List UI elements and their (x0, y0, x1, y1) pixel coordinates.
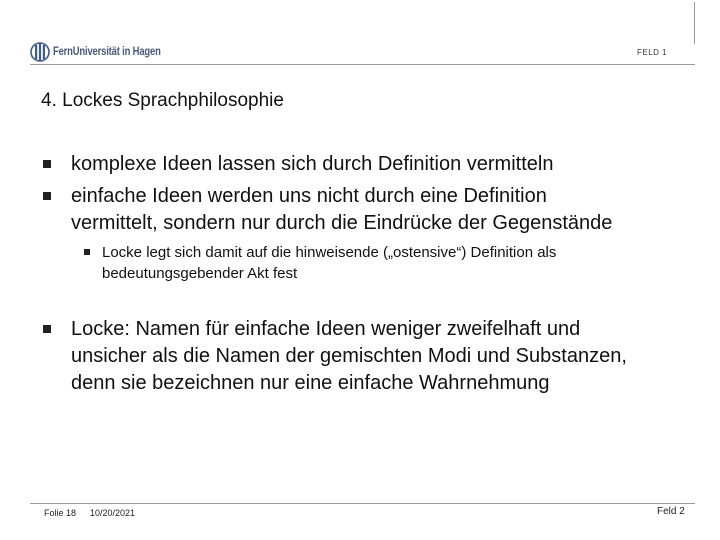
logo-emblem-icon (30, 40, 50, 64)
sub-bullet-line-1: Locke legt sich damit auf die hinweisende („ostensive“) Definition als (102, 244, 557, 261)
slide-date: 10/20/2021 (90, 508, 136, 518)
bullet-1-line-1: komplexe Ideen lassen sich durch Definition vermitteln (71, 153, 554, 175)
slide-number: Folie 18 (44, 508, 77, 518)
bullet-square-icon (84, 249, 90, 255)
header-rule (30, 64, 695, 65)
bullet-square-icon (43, 192, 51, 200)
top-vertical-rule (694, 2, 695, 44)
sub-bullet-line-2: bedeutungsgebender Akt fest (102, 265, 298, 282)
bullet-3-line-1: Locke: Namen für einfache Ideen weniger zweifelhaft und (71, 318, 581, 340)
footer-field-label: Feld 2 (657, 506, 685, 517)
bullet-2-line-1: einfache Ideen werden uns nicht durch eine Definition (71, 185, 547, 207)
bullet-3-line-2: unsicher als die Namen der gemischten Modi und Substanzen, (71, 345, 627, 367)
bullet-3-line-3: denn sie bezeichnen nur eine einfache Wahrnehmung (71, 372, 550, 394)
logo-text: FernUniversität in Hagen (53, 46, 161, 58)
university-logo (30, 40, 184, 64)
bullet-square-icon (43, 325, 51, 333)
footer-rule (30, 503, 695, 504)
slide-title: 4. Lockes Sprachphilosophie (41, 90, 284, 111)
section-label: FELD 1 (637, 48, 668, 57)
bullet-square-icon (43, 160, 51, 168)
bullet-2-line-2: vermittelt, sondern nur durch die Eindrücke der Gegenstände (71, 212, 613, 234)
